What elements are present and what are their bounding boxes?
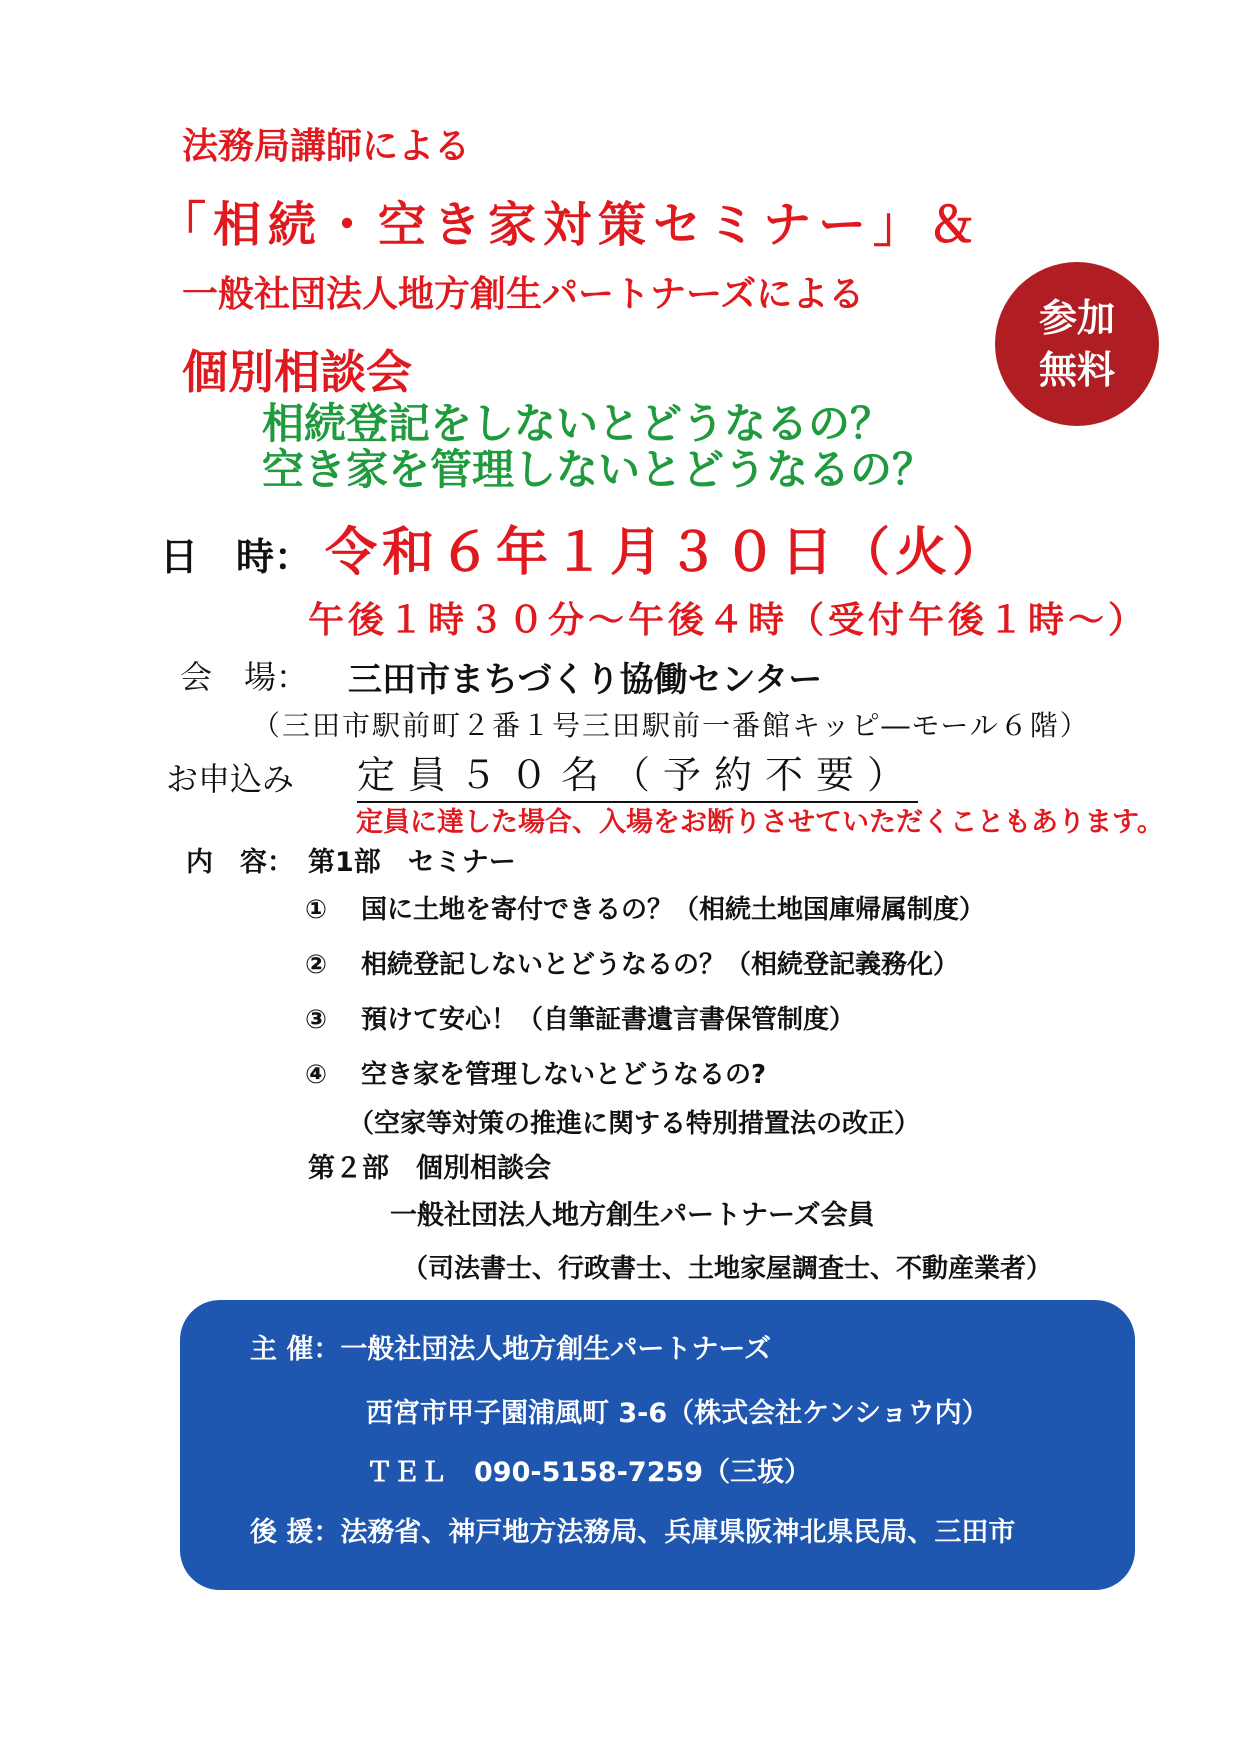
- item-text: 相続登記しないとどうなるの？（相続登記義務化）: [361, 950, 960, 980]
- support-line: 後 援：法務省、神戸地方法務局、兵庫県阪神北県民局、三田市: [250, 1517, 1016, 1548]
- organizer-line: 一般社団法人地方創生パートナーズによる: [182, 274, 865, 315]
- item-number: ②: [305, 950, 328, 980]
- seminar-topic-item: [305, 1054, 766, 1091]
- host-line: 主 催：一般社団法人地方創生パートナーズ: [250, 1334, 772, 1365]
- item-number: ③: [305, 1005, 328, 1035]
- application-capacity: 定員５０名（予約不要）: [357, 744, 918, 803]
- seminar-topic-item: [305, 889, 985, 926]
- item-text: 国に土地を寄付できるの？（相続土地国庫帰属制度）: [361, 895, 986, 925]
- item-text: 預けて安心！（自筆証書遺言書保管制度）: [361, 1005, 856, 1035]
- item4-note: （空家等対策の推進に関する特別措置法の改正）: [348, 1109, 921, 1139]
- badge-line-1: 参加: [1038, 296, 1115, 340]
- event-date: 令和６年１月３０日（火）: [325, 523, 1010, 583]
- seminar-title: 「相続・空き家対策セミナー」＆: [158, 197, 984, 253]
- item-number: ④: [305, 1060, 328, 1090]
- item-text: 空き家を管理しないとどうなるの?: [361, 1060, 767, 1090]
- seminar-topic-item: [305, 944, 959, 981]
- event-time: 午後１時３０分～午後４時（受付午後１時～）: [308, 600, 1149, 641]
- consultation-title: 個別相談会: [182, 345, 412, 399]
- host-phone: ＴＥＬ 090-5158-7259（三坂）: [366, 1457, 812, 1488]
- seminar-topic-item: [305, 999, 855, 1036]
- host-address: 西宮市甲子園浦風町 3-6（株式会社ケンショウ内）: [366, 1398, 989, 1429]
- schedule-label: 日 時：: [160, 535, 313, 579]
- item-number: ①: [305, 895, 328, 925]
- consult-members: 一般社団法人地方創生パートナーズ会員: [390, 1200, 875, 1231]
- badge-line-2: 無料: [1038, 348, 1115, 392]
- consult-professions: （司法書士、行政書士、土地家屋調査士、不動産業者）: [402, 1254, 1053, 1284]
- content-label: 内 容：: [186, 847, 294, 878]
- lecturer-line: 法務局講師による: [182, 126, 471, 167]
- capacity-note: 定員に達した場合、入場をお断りさせていただくこともあります。: [356, 807, 1164, 838]
- part2-heading: 第２部 個別相談会: [308, 1153, 551, 1184]
- question-inheritance: 相続登記をしないとどうなるの？: [262, 399, 893, 448]
- venue-label: 会 場：: [180, 658, 309, 696]
- free-participation-badge: [995, 262, 1159, 426]
- venue-address: （三田市駅前町２番１号三田駅前一番館キッピ―モール６階）: [252, 709, 1090, 742]
- application-label: お申込み: [166, 760, 295, 798]
- venue-name: 三田市まちづくり協働センター: [348, 660, 823, 700]
- question-vacant-house: 空き家を管理しないとどうなるの？: [262, 445, 935, 494]
- part1-heading: 第1部 セミナー: [308, 847, 516, 878]
